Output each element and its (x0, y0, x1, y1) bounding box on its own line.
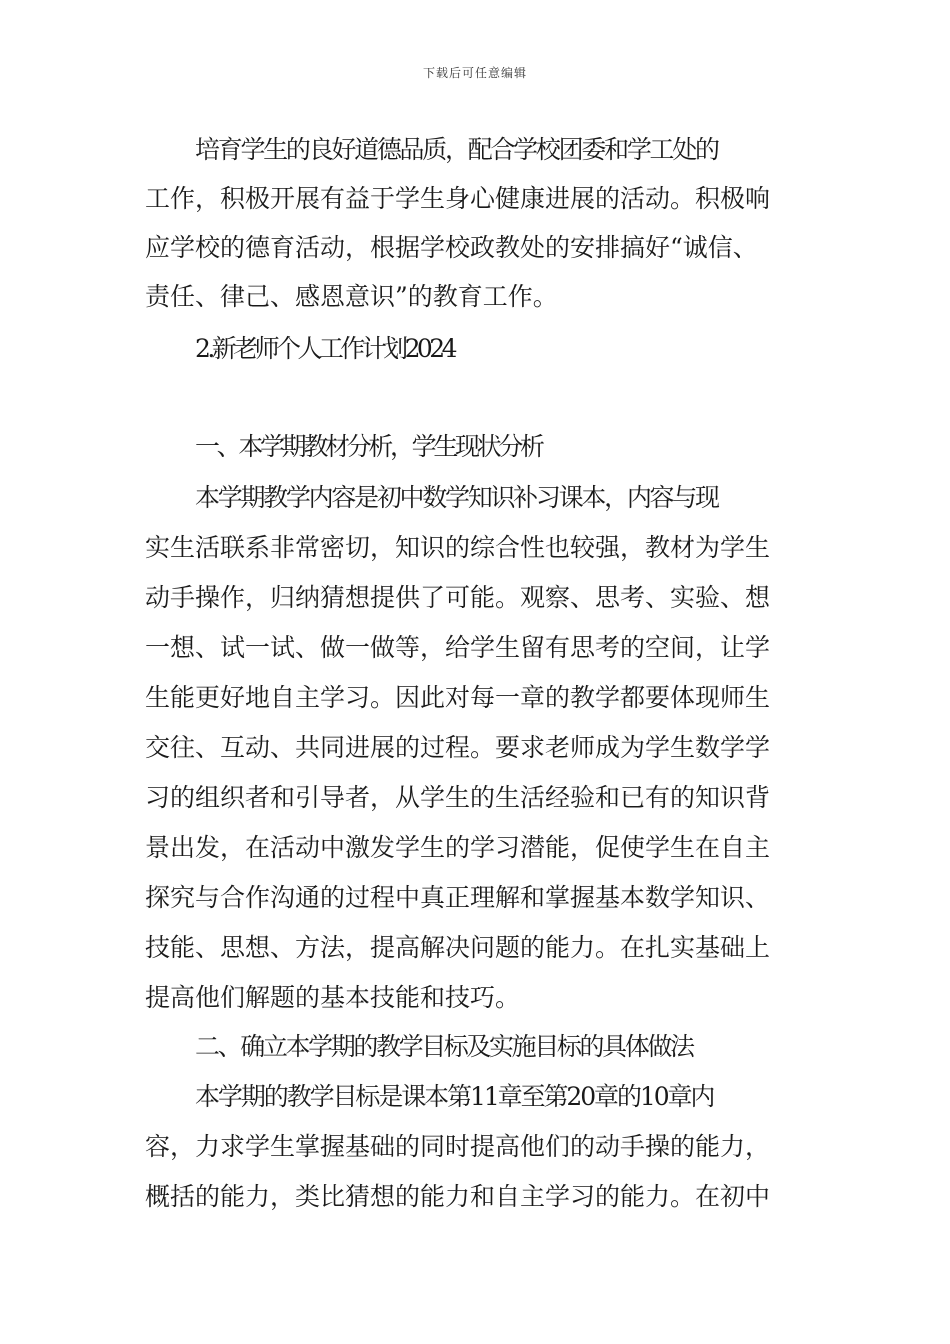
subheading: 二、确立本学期的教学目标及实施目标的具体做法 (195, 1032, 693, 1061)
paragraph-line: 交往、互动、共同进展的过程。要求老师成为学生数学学 (145, 733, 771, 762)
subheading: 一、本学期教材分析，学生现状分析 (195, 432, 542, 461)
paragraph-line: 容，力求学生掌握基础的同时提高他们的动手操的能力， (145, 1132, 771, 1161)
paragraph-line: 提高他们解题的基本技能和技巧。 (145, 983, 521, 1012)
page-header: 下载后可任意编辑 (422, 66, 527, 80)
paragraph-line: 应学校的德育活动，根据学校政教处的安排搞好“诚信、 (145, 233, 758, 262)
paragraph-line: 习的组织者和引导者，从学生的生活经验和已有的知识背 (145, 783, 771, 812)
paragraph-line: 实生活联系非常密切，知识的综合性也较强，教材为学生 (145, 533, 771, 562)
paragraph-line: 工作，积极开展有益于学生身心健康进展的活动。积极响 (145, 184, 771, 213)
section-heading: 2.新老师个人工作计划2024 (195, 334, 454, 363)
paragraph-line: 责任、律己、感恩意识”的教育工作。 (145, 282, 558, 311)
paragraph-line: 景出发，在活动中激发学生的学习潜能，促使学生在自主 (145, 833, 771, 862)
paragraph-line: 技能、思想、方法，提高解决问题的能力。在扎实基础上 (145, 933, 771, 962)
paragraph-line: 培育学生的良好道德品质，配合学校团委和学工处的 (195, 135, 718, 164)
paragraph-line: 动手操作，归纳猜想提供了可能。观察、思考、实验、想 (145, 583, 771, 612)
paragraph-line: 概括的能力，类比猜想的能力和自主学习的能力。在初中 (145, 1182, 771, 1211)
paragraph-line: 探究与合作沟通的过程中真正理解和掌握基本数学知识、 (145, 883, 771, 912)
paragraph-line: 本学期的教学目标是课本第11章至第20章的10章内 (195, 1082, 714, 1111)
paragraph-line: 生能更好地自主学习。因此对每一章的教学都要体现师生 (145, 683, 771, 712)
paragraph-line: 本学期教学内容是初中数学知识补习课本，内容与现 (195, 483, 718, 512)
paragraph-line: 一想、试一试、做一做等，给学生留有思考的空间，让学 (145, 633, 771, 662)
